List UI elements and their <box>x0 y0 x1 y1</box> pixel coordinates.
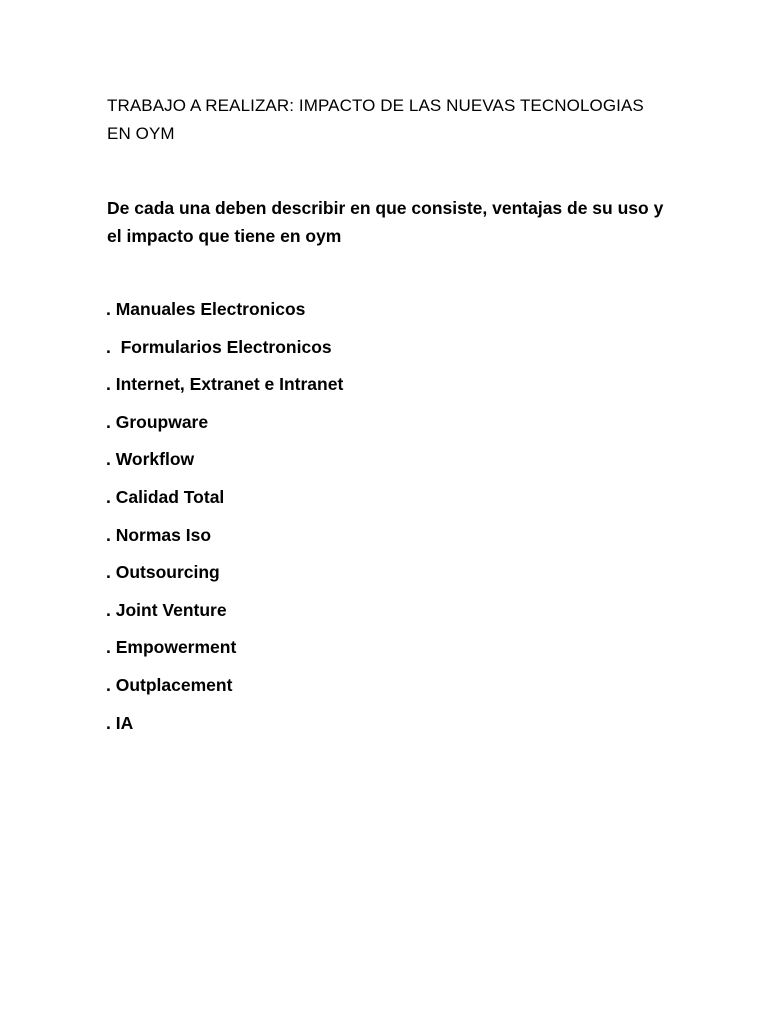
document-title <box>107 92 667 148</box>
instructions-paragraph <box>107 194 687 250</box>
list-item: . Empowerment <box>106 637 237 658</box>
list-item: . Outplacement <box>106 674 233 695</box>
topic-list <box>106 296 343 747</box>
list-item: . Joint Venture <box>106 599 227 620</box>
list-item: . Workflow <box>106 449 195 470</box>
title-line-2: EN OYM <box>107 124 175 143</box>
list-item: . Groupware <box>106 411 209 432</box>
list-item: . Outsourcing <box>106 562 220 583</box>
list-item: . Manuales Electronicos <box>106 299 306 319</box>
title-line-1: TRABAJO A REALIZAR: IMPACTO DE LAS NUEVAS TECNOLOGIAS <box>107 96 644 115</box>
list-item: . Calidad Total <box>106 486 225 507</box>
list-item: . IA <box>106 712 134 733</box>
list-item: . Internet, Extranet e Intranet <box>106 374 344 395</box>
instructions-line-1: De cada una deben describir en que consiste, ventajas de su uso y <box>107 198 664 218</box>
instructions-line-2: el impacto que tiene en oym <box>107 226 342 246</box>
list-item: . Formularios Electronicos <box>106 336 332 357</box>
list-item: . Normas Iso <box>106 524 212 545</box>
